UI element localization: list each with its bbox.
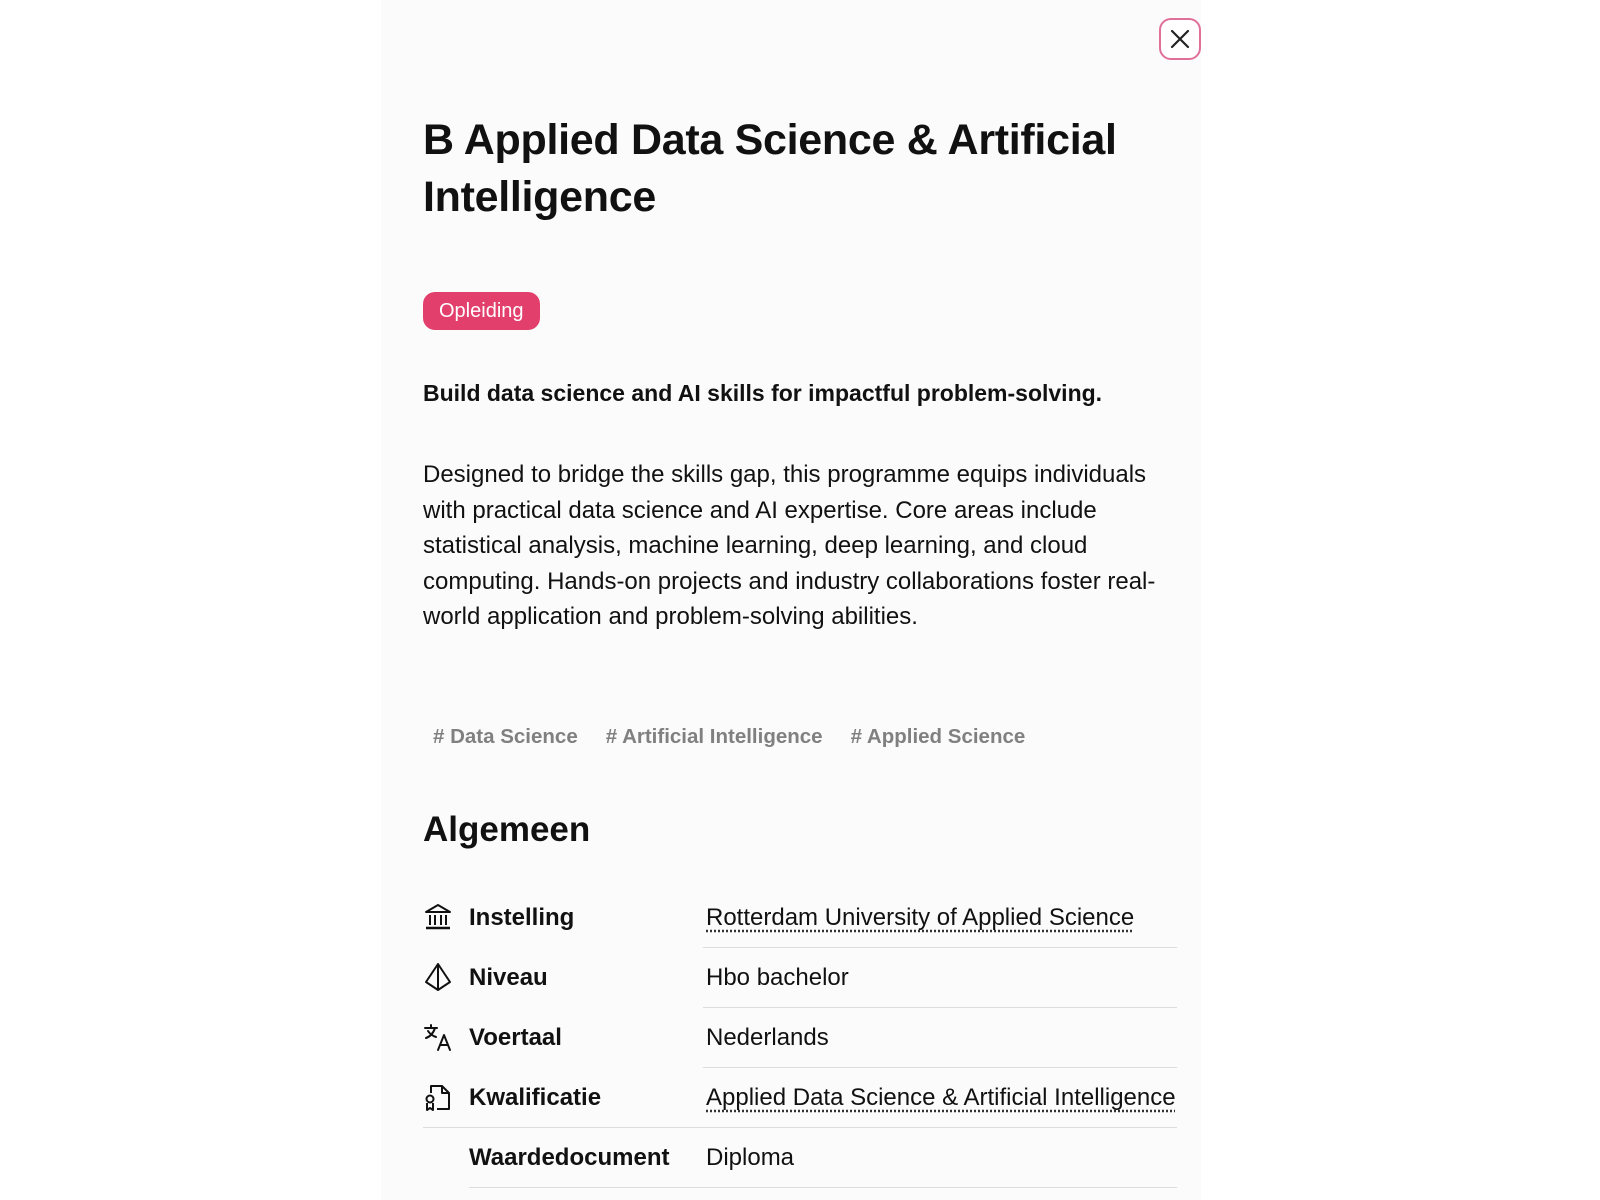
section-title-algemeen: Algemeen <box>423 810 591 849</box>
info-label-voertaal: Voertaal <box>469 1024 562 1051</box>
info-label-kwalificatie: Kwalificatie <box>469 1084 602 1111</box>
type-badge: Opleiding <box>423 292 540 330</box>
close-button[interactable] <box>1159 18 1201 60</box>
tag-data-science[interactable]: # Data Science <box>433 725 578 748</box>
info-row-instelling <box>423 888 1177 948</box>
info-value-kwalificatie-link[interactable]: Applied Data Science & Artificial Intelligence <box>706 1084 1176 1111</box>
info-label-instelling: Instelling <box>469 904 575 931</box>
institution-icon <box>423 902 453 932</box>
info-row-kwalificatie <box>423 1068 1177 1128</box>
info-value-instelling-link[interactable]: Rotterdam University of Applied Science <box>706 904 1135 931</box>
info-row-waardedocument <box>423 1128 1177 1188</box>
page-title: B Applied Data Science & Artificial Intelligence <box>423 116 1117 221</box>
info-label-waardedocument: Waardedocument <box>469 1144 670 1171</box>
info-row-voertaal <box>423 1008 1177 1068</box>
close-icon <box>1169 28 1191 50</box>
qualification-icon <box>423 1082 453 1112</box>
info-table <box>423 888 1177 1188</box>
subtitle: Build data science and AI skills for impactful problem-solving. <box>423 380 1103 406</box>
info-row-niveau <box>423 948 1177 1008</box>
language-icon <box>423 1022 453 1052</box>
info-value-waardedocument: Diploma <box>706 1144 795 1171</box>
tag-artificial-intelligence[interactable]: # Artificial Intelligence <box>605 725 823 748</box>
tag-list <box>433 725 1025 749</box>
info-value-voertaal: Nederlands <box>706 1024 829 1051</box>
description: Designed to bridge the skills gap, this programme equips individuals with practical data science and AI expertise. Core areas include statistical analysis, machine learning, deep learning, and cloud computing. Hands-on projects and industry collaborations foster real-world application and problem-solving abilities. <box>423 461 1156 630</box>
info-label-niveau: Niveau <box>469 964 548 991</box>
info-value-niveau: Hbo bachelor <box>706 964 849 991</box>
tag-applied-science[interactable]: # Applied Science <box>850 725 1026 748</box>
row-divider <box>469 1187 1177 1188</box>
level-icon <box>423 962 453 992</box>
